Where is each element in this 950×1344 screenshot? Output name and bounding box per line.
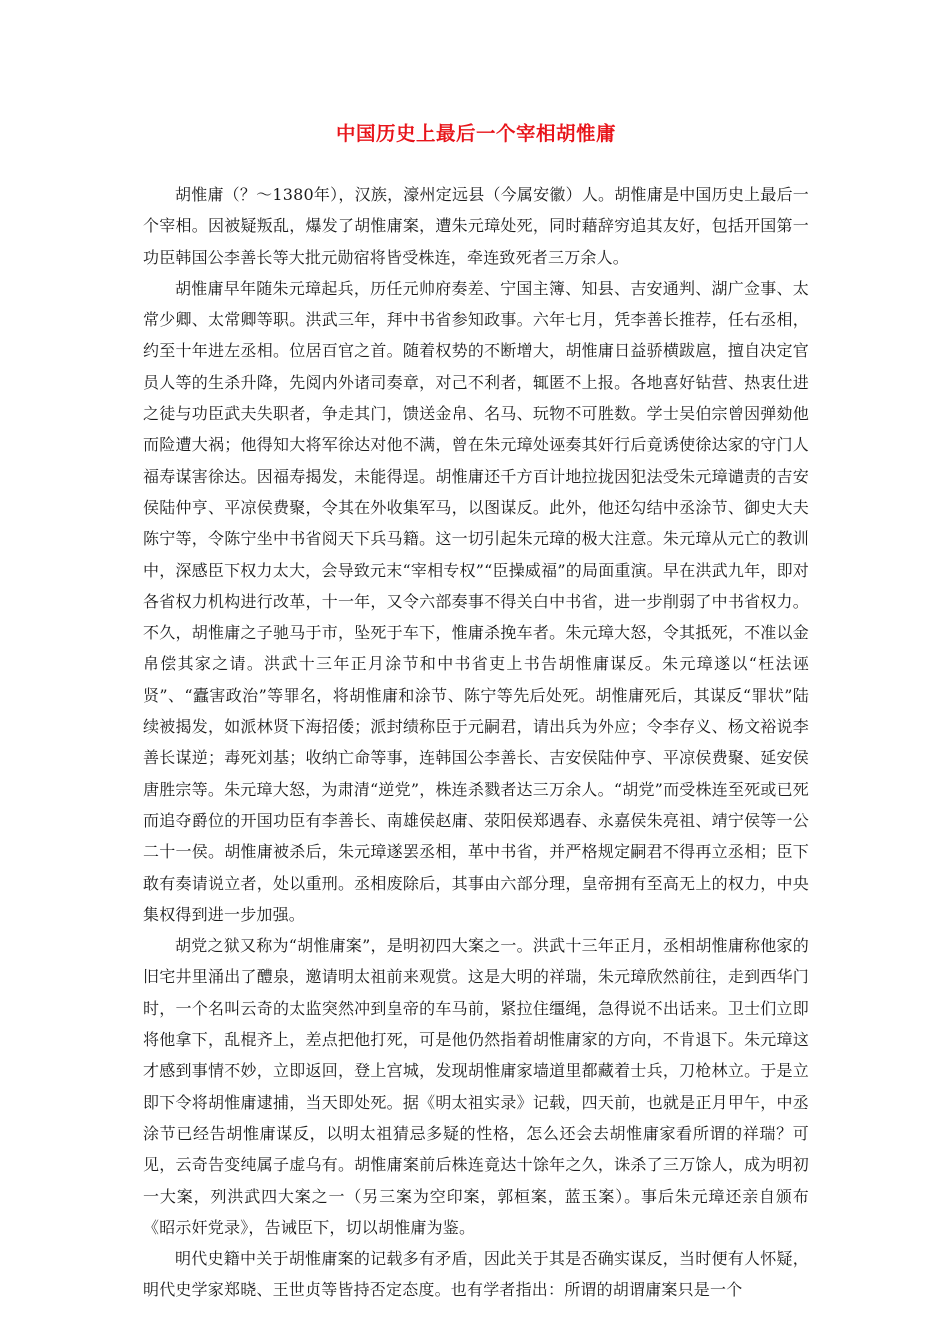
paragraph-2: 胡惟庸早年随朱元璋起兵，历任元帅府奏差、宁国主簿、知县、吉安通判、湖广佥事、太常少卿、太常卿等职。洪武三年，拜中书省参知政事。六年七月，凭李善长推荐，任右丞相，约至十年进左丞相。位居百官之首。随着权势的不断增大，胡惟庸日益骄横跋扈，擅自决定官员人等的生杀升降，先阅内外诸司奏章，对己不利者，辄匿不上报。各地喜好钻营、热衷仕进之徒与功臣武夫失职者，争走其门，馈送金帛、名马、玩物不可胜数。学士吴伯宗曾因弹劾他而险遭大祸；他得知大将军徐达对他不满，曾在朱元璋处诬奏其奸行后竟诱使徐达家的守门人福寿谋害徐达。因福寿揭发，未能得逞。胡惟庸还千方百计地拉拢因犯法受朱元璋谴责的吉安侯陆仲亨、平凉侯费聚，令其在外收集军马，以图谋反。此外，他还勾结中丞涂节、御史大夫陈宁等，令陈宁坐中书省阅天下兵马籍。这一切引起朱元璋的极大注意。朱元璋从元亡的教训中，深感臣下权力太大，会导致元末“宰相专权”“臣操威福”的局面重演。早在洪武九年，即对各省权力机构进行改革，十一年，又令六部奏事不得关白中书省，进一步削弱了中书省权力。不久，胡惟庸之子驰马于市，坠死于车下，惟庸杀挽车者。朱元璋大怒，令其抵死，不准以金帛偿其家之请。洪武十三年正月涂节和中书省吏上书告胡惟庸谋反。朱元璋遂以“枉法诬贤”、“蠹害政治”等罪名，将胡惟庸和涂节、陈宁等先后处死。胡惟庸死后，其谋反“罪状”陆续被揭发，如派林贤下海招倭；派封绩称臣于元嗣君，请出兵为外应；令李存义、杨文裕说李善长谋逆；毒死刘基；收纳亡命等事，连韩国公李善长、吉安侯陆仲亨、平凉侯费聚、延安侯唐胜宗等。朱元璋大怒，为肃清“逆党”，株连杀戮者达三万余人。“胡党”而受株连至死或已死而追夺爵位的开国功臣有李善长、南雄侯赵庸、荥阳侯郑遇春、永嘉侯朱亮祖、靖宁侯等一公二十一侯。胡惟庸被杀后，朱元璋遂罢丞相，革中书省，并严格规定嗣君不得再立丞相；臣下敢有奏请说立者，处以重刑。丞相废除后，其事由六部分理，皇帝拥有至高无上的权力，中央集权得到进一步加强。: [143, 278, 809, 924]
paragraph-3: 胡党之狱又称为“胡惟庸案”，是明初四大案之一。洪武十三年正月，丞相胡惟庸称他家的旧宅井里涌出了醴泉，邀请明太祖前来观赏。这是大明的祥瑞，朱元璋欣然前往，走到西华门时，一个名叫云奇的太监突然冲到皇帝的车马前，紧拉住缰绳，急得说不出话来。卫士们立即将他拿下，乱棍齐上，差点把他打死，可是他仍然指着胡惟庸家的方向，不肯退下。朱元璋这才感到事情不妙，立即返回，登上宫城，发现胡惟庸家墙道里都藏着士兵，刀枪林立。于是立即下令将胡惟庸逮捕，当天即处死。据《明太祖实录》记载，四天前，也就是正月甲午，中丞涂节已经告胡惟庸谋反，以明太祖猜忌多疑的性格，怎么还会去胡惟庸家看所谓的祥瑞？可见，云奇告变纯属子虚乌有。胡惟庸案前后株连竟达十馀年之久，诛杀了三万馀人，成为明初一大案，列洪武四大案之一（另三案为空印案，郭桓案，蓝玉案）。事后朱元璋还亲自颁布《昭示奸党录》，告诫臣下，切以胡惟庸为鉴。: [143, 936, 809, 1237]
paragraph-1: 胡惟庸（？～1380年），汉族，濠州定远县（今属安徽）人。胡惟庸是中国历史上最后一个宰相。因被疑叛乱，爆发了胡惟庸案，遭朱元璋处死，同时藉辞穷追其友好，包括开国第一功臣韩国公李善长等大批元勋宿将皆受株连，牵连致死者三万余人。: [143, 185, 809, 267]
document-body: [143, 179, 809, 1306]
document-title: 中国历史上最后一个宰相胡惟庸: [335, 122, 616, 145]
paragraph-4: 明代史籍中关于胡惟庸案的记载多有矛盾，因此关于其是否确实谋反，当时便有人怀疑，明代史学家郑晓、王世贞等皆持否定态度。也有学者指出：所谓的胡谓庸案只是一个: [143, 1249, 809, 1300]
